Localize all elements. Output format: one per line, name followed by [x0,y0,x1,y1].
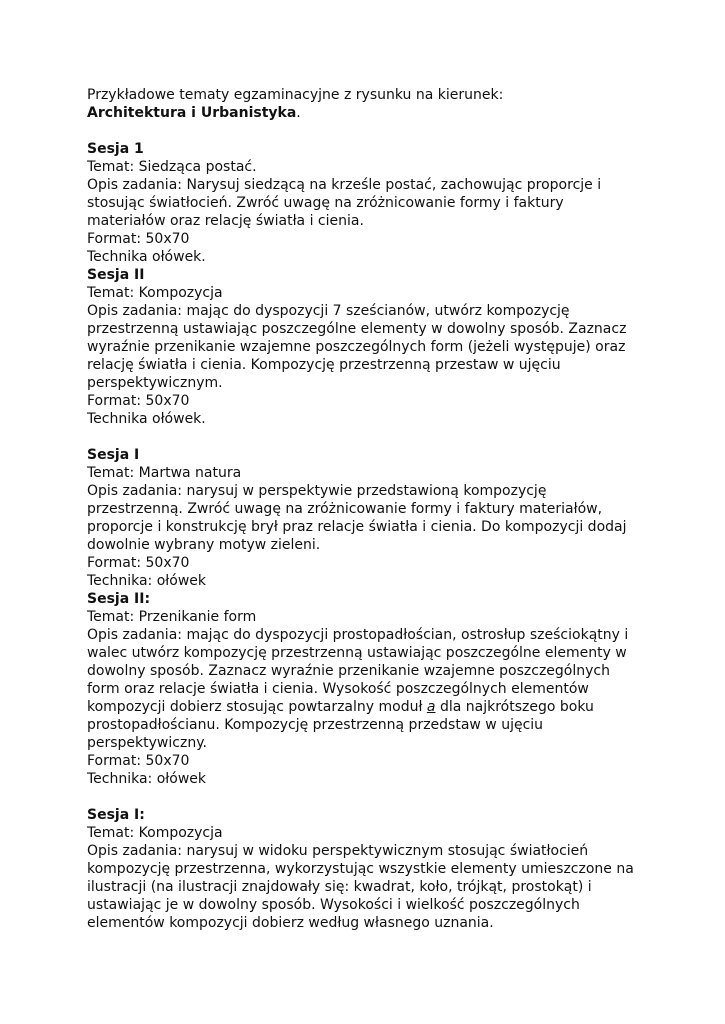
session-text-line: Temat: Przenikanie form [87,609,257,625]
session-text-line: Opis zadania: Narysuj siedzącą na krześle postać, zachowując proporcje i [87,177,602,193]
session-text-line: proporcje i konstrukcję brył praz relacje światła i cienia. Do kompozycji dodaj [87,519,627,535]
session-text-line: ilustracji (na ilustracji znajdowały się: kwadrat, koło, trójkąt, prostokąt) i [87,879,592,895]
session-text-line: Temat: Siedząca postać. [87,159,257,175]
session-text-line: dowolny sposób. Zaznacz wyraźnie przenikanie wzajemne poszczególnych [87,663,610,679]
field-of-study-line [87,104,647,122]
session-text-line: Temat: Martwa natura [87,465,242,481]
session-text-line: stosując światłocień. Zwróć uwagę na zróżnicowanie formy i faktury [87,195,564,211]
session-text-line: Opis zadania: mając do dyspozycji 7 sześcianów, utwórz kompozycję [87,303,570,319]
field-of-study-dot: . [296,105,301,121]
modul-text-before: kompozycji dobierz stosując powtarzalny moduł [87,699,427,715]
session-text-line: kompozycję przestrzenna, wykorzystując wszystkie elementy umieszczone na [87,861,634,877]
intro-line: Przykładowe tematy egzaminacyjne z rysunku na kierunek: [87,87,504,103]
session-text-line: Temat: Kompozycja [87,285,223,301]
session-text-line: Technika ołówek. [87,411,206,427]
session-heading: Sesja I: [87,807,145,823]
session-heading: Sesja I [87,447,140,463]
session-text-line: form oraz relacje światła i cienia. Wysokość poszczególnych elementów [87,681,589,697]
modul-text-after: dla najkrótszego boku [435,699,594,715]
spacer [87,428,647,446]
modul-symbol: a [426,699,436,715]
field-of-study-name: Architektura i Urbanistyka [87,105,297,121]
session-text-line: perspektywiczny. [87,735,207,751]
session-text-line: relację światła i cienia. Kompozycję przestrzenną przestaw w ujęciu [87,357,561,373]
session-heading: Sesja II [87,267,145,283]
session-text-line-modul [87,698,647,716]
session-text-line: Format: 50x70 [87,753,190,769]
spacer [87,122,647,140]
session-text-line: dowolnie wybrany motyw zieleni. [87,537,321,553]
session-text-line: prostopadłościanu. Kompozycję przestrzenną przedstaw w ujęciu [87,717,544,733]
session-heading: Sesja II: [87,591,151,607]
session-text-line: Technika: ołówek [87,771,207,787]
session-text-line: elementów kompozycji dobierz według własnego uznania. [87,915,494,931]
session-text-line: Temat: Kompozycja [87,825,223,841]
session-text-line: przestrzenną ustawiając poszczególne elementy w dowolny sposób. Zaznacz [87,321,627,337]
session-text-line: ustawiając je w dowolny sposób. Wysokości i wielkość poszczególnych [87,897,580,913]
session-heading: Sesja 1 [87,141,144,157]
session-text-line: perspektywicznym. [87,375,223,391]
session-text-line: przestrzenną. Zwróć uwagę na zróżnicowanie formy i faktury materiałów, [87,501,603,517]
session-text-line: walec utwórz kompozycję przestrzenną ustawiając poszczególne elementy w [87,645,627,661]
session-text-line: materiałów oraz relację światła i cienia. [87,213,364,229]
session-text-line: Format: 50x70 [87,393,190,409]
session-text-line: wyraźnie przenikanie wzajemne poszczególnych form (jeżeli występuje) oraz [87,339,626,355]
session-text-line: Format: 50x70 [87,555,190,571]
spacer [87,788,647,806]
session-text-line: Opis zadania: narysuj w perspektywie przedstawioną kompozycję [87,483,547,499]
session-text-line: Format: 50x70 [87,231,190,247]
session-text-line: Opis zadania: mając do dyspozycji prostopadłościan, ostrosłup sześciokątny i [87,627,629,643]
session-text-line: Opis zadania: narysuj w widoku perspektywicznym stosując światłocień [87,843,589,859]
session-text-line: Technika ołówek. [87,249,206,265]
document-page [87,86,647,932]
session-text-line: Technika: ołówek [87,573,207,589]
